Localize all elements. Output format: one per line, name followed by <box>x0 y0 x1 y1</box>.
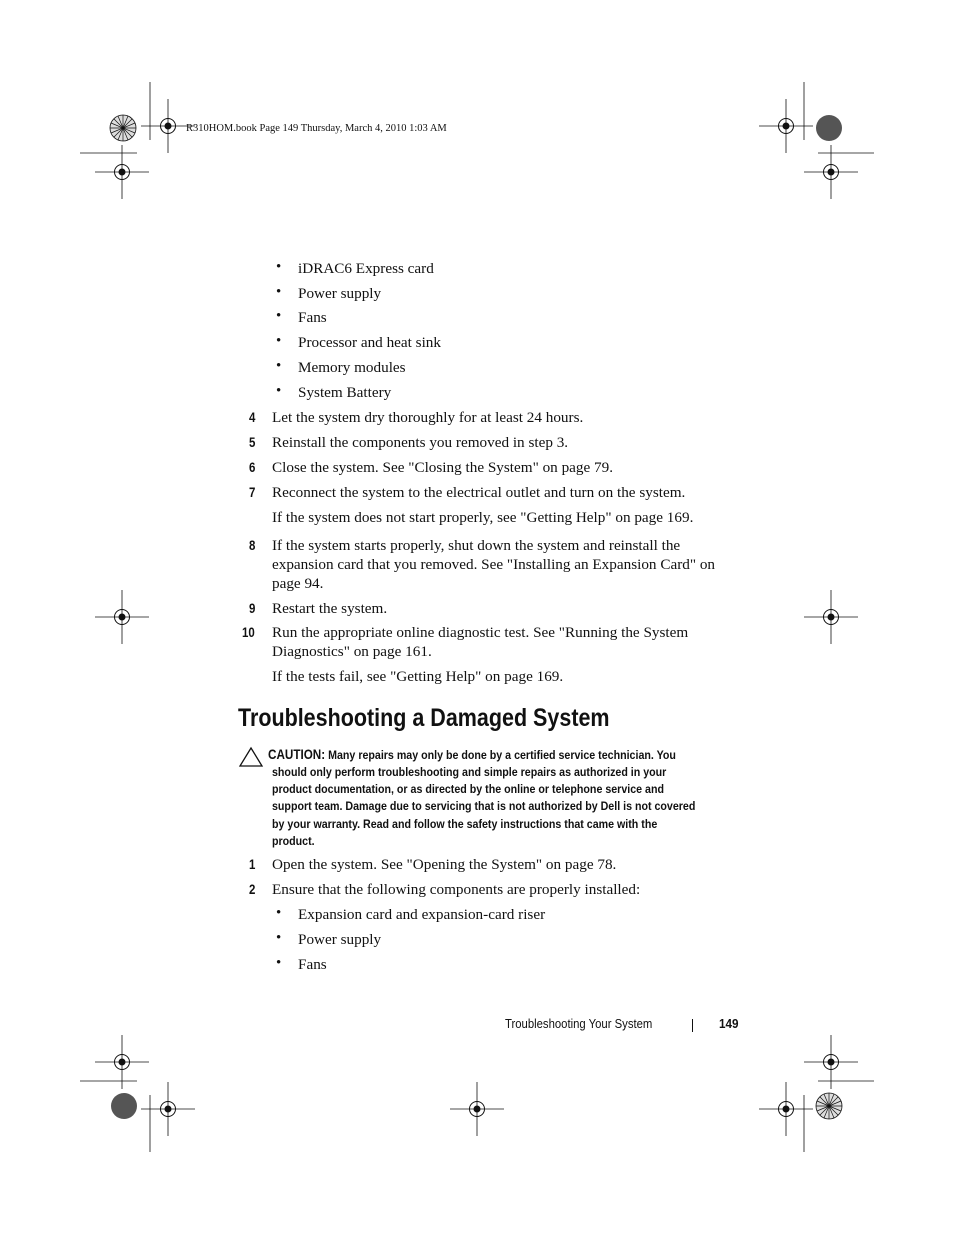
list-item: Power supply <box>298 285 382 302</box>
step-text: page 94. <box>272 575 324 592</box>
list-item: Memory modules <box>298 359 406 376</box>
list-item: Processor and heat sink <box>298 334 441 351</box>
step-number: 1 <box>249 857 256 872</box>
bullet-marker: • <box>276 955 282 971</box>
step-number: 6 <box>249 460 256 475</box>
step-text: Ensure that the following components are properly installed: <box>272 881 641 898</box>
starburst-mark <box>110 115 136 141</box>
bullet-marker: • <box>276 905 282 921</box>
step-number: 7 <box>249 485 256 500</box>
crosshair-mark <box>759 99 813 153</box>
list-item: iDRAC6 Express card <box>298 260 434 277</box>
step-text: expansion card that you removed. See "Installing an Expansion Card" on <box>272 556 716 573</box>
crosshair-mark <box>804 590 858 644</box>
footer-divider <box>692 1019 693 1032</box>
bullet-marker: • <box>276 308 282 324</box>
caution-text-line: product documentation, or as directed by the online or telephone service and <box>272 782 664 796</box>
step-text: Diagnostics" on page 161. <box>272 643 432 660</box>
step-text: Restart the system. <box>272 600 388 617</box>
step-number: 8 <box>249 538 256 553</box>
step-number: 2 <box>249 882 256 897</box>
list-item: System Battery <box>298 384 392 401</box>
bullet-marker: • <box>276 333 282 349</box>
footer-section-title: Troubleshooting Your System <box>505 1016 653 1031</box>
tone-circle-mark <box>816 115 842 141</box>
bullet-marker: • <box>276 259 282 275</box>
page-number: 149 <box>719 1016 739 1031</box>
step-text: Let the system dry thoroughly for at least 24 hours. <box>272 409 584 426</box>
bullet-marker: • <box>276 930 282 946</box>
caution-label: CAUTION: <box>268 747 326 762</box>
crosshair-mark <box>450 1082 504 1136</box>
bullet-marker: • <box>276 358 282 374</box>
step-text: Reconnect the system to the electrical outlet and turn on the system. <box>272 484 686 501</box>
tone-circle-mark <box>111 1093 137 1119</box>
step-text: Reinstall the components you removed in step 3. <box>272 434 569 451</box>
starburst-mark <box>816 1093 842 1119</box>
step-number: 4 <box>249 410 256 425</box>
print-slug: R310HOM.book Page 149 Thursday, March 4, 2010 1:03 AM <box>186 123 447 134</box>
caution-text-line: product. <box>272 834 315 848</box>
crosshair-mark <box>759 1082 813 1136</box>
crosshair-mark <box>95 590 149 644</box>
caution-text-line: support team. Damage due to servicing that is not authorized by Dell is not covered <box>272 799 696 813</box>
caution-text-line: by your warranty. Read and follow the safety instructions that came with the <box>272 817 658 831</box>
list-item: Power supply <box>298 931 382 948</box>
step-text: Close the system. See "Closing the System" on page 79. <box>272 459 614 476</box>
step-number: 5 <box>249 435 256 450</box>
caution-text-line-1: CAUTION: Many repairs may only be done by a certified service technician. You <box>268 747 676 762</box>
step-number: 10 <box>242 625 255 640</box>
list-item: Expansion card and expansion-card riser <box>298 906 546 923</box>
list-item: Fans <box>298 309 327 326</box>
step-text: If the system starts properly, shut down the system and reinstall the <box>272 537 681 554</box>
step-note: If the tests fail, see "Getting Help" on page 169. <box>272 668 564 685</box>
bullet-marker: • <box>276 284 282 300</box>
caution-text-line: should only perform troubleshooting and simple repairs as authorized in your <box>272 765 667 779</box>
caution-icon <box>238 746 264 768</box>
crosshair-mark <box>141 1082 195 1136</box>
section-heading: Troubleshooting a Damaged System <box>238 704 610 732</box>
bullet-marker: • <box>276 383 282 399</box>
step-number: 9 <box>249 601 256 616</box>
step-text: Run the appropriate online diagnostic test. See "Running the System <box>272 624 689 641</box>
step-note: If the system does not start properly, see "Getting Help" on page 169. <box>272 509 694 526</box>
list-item: Fans <box>298 956 327 973</box>
step-text: Open the system. See "Opening the System" on page 78. <box>272 856 617 873</box>
